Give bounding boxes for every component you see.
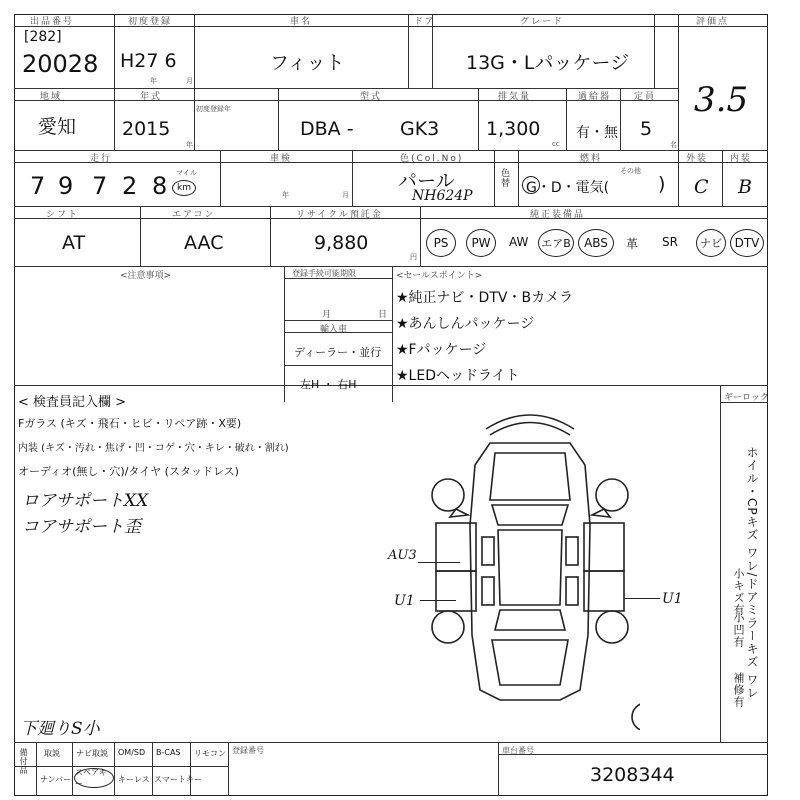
divider	[14, 206, 768, 207]
recycle-fee: 9,880	[314, 232, 369, 254]
divider	[678, 150, 679, 206]
fuel-close: )	[658, 173, 666, 195]
side-legend: ホイル・CPキズ ワレ/ドアミラーキズ ワレ	[745, 446, 759, 700]
year-label: 年式	[140, 92, 163, 102]
divider	[498, 754, 768, 755]
left-front-wheel	[432, 479, 464, 511]
divider	[352, 150, 353, 206]
divider	[14, 162, 768, 163]
rating-label: 評価点	[696, 17, 730, 27]
seats-label: 定員	[634, 92, 657, 102]
divider	[140, 206, 141, 266]
mileage-digit: 7	[30, 172, 46, 200]
divider	[498, 742, 499, 796]
sales-point: ★LEDヘッドライト	[396, 368, 520, 384]
hood	[490, 453, 570, 500]
lot-number: 20028	[22, 50, 99, 78]
year-sublabel: 初度登録年	[196, 105, 231, 113]
dealer-label[interactable]: ディーラー・並行	[294, 346, 382, 359]
equipment-leather: 革	[626, 237, 639, 251]
trunk	[492, 640, 568, 685]
year: 2015	[122, 118, 171, 140]
sales-point: ★Fパッケージ	[396, 342, 487, 358]
sales-point: ★あんしんパッケージ	[396, 316, 535, 332]
mileage-unit-circled	[172, 180, 196, 196]
registration-label: 登録手続可能期限	[292, 269, 356, 278]
inspection-fglass: Fガラス (キズ・飛石・ヒビ・リペア跡・X要)	[18, 417, 242, 430]
grade-label: グレード	[520, 17, 565, 27]
mileage-digit: 2	[122, 172, 138, 200]
divider	[14, 385, 768, 386]
import-label: 輸入車	[320, 325, 348, 335]
month-unit: 月	[186, 77, 193, 85]
equipment-aw: AW	[509, 235, 529, 249]
equipment-sunroof: SR	[662, 235, 678, 249]
ac: AAC	[184, 232, 224, 254]
region-label: 地域	[40, 92, 63, 102]
year-unit: 年	[186, 141, 193, 149]
ac-label: エアコン	[172, 210, 216, 220]
exterior-grade: C	[694, 176, 709, 198]
inspection-audio: オーディオ(無し・穴)/タイヤ (スタッドレス)	[18, 465, 239, 478]
divider	[270, 206, 271, 266]
damage-mark-u1-left: U1	[394, 593, 415, 609]
fuel-other-label: その他	[620, 167, 641, 175]
divider	[678, 14, 679, 150]
footer-item-spare-key: スペアキー	[75, 768, 107, 788]
caution-label: <注意事項>	[120, 271, 172, 281]
divider	[194, 14, 195, 150]
footer-item-bcas: B-CAS	[156, 748, 181, 757]
hand-note: コアサポート歪	[22, 517, 141, 537]
side-small-dent: 小凹有	[732, 612, 745, 648]
mark-leader	[418, 562, 460, 563]
side-repair: 補修有	[732, 672, 745, 708]
divider	[228, 742, 229, 796]
mileage-digit: 8	[152, 172, 168, 200]
left-rear-wheel	[432, 611, 464, 643]
first-reg-label: 初度登録	[128, 17, 173, 27]
model-prefix: DBA -	[300, 118, 354, 140]
recycle-label: リサイクル預託金	[296, 210, 383, 220]
inspection-year-unit: 年	[282, 191, 289, 199]
color-change-label: 色替	[499, 168, 509, 188]
mileage-label: 走行	[90, 154, 113, 164]
divider	[278, 88, 279, 150]
damage-mark-u1-right: U1	[662, 591, 683, 607]
mileage-unit-alt: マイル	[176, 169, 197, 177]
reg-month-label: 月	[322, 310, 332, 320]
rating: 3.5	[694, 80, 749, 120]
fuel-options[interactable]: G・D・電気(	[526, 180, 610, 196]
divider	[284, 266, 285, 402]
divider	[654, 14, 655, 88]
interior-label: 内装	[730, 154, 753, 164]
inspection-title: < 検査員記入欄 >	[18, 395, 127, 410]
divider	[36, 742, 37, 796]
shift-label: シフト	[46, 210, 80, 220]
first-reg-value: H27 6	[120, 50, 177, 72]
spare-tire	[632, 703, 640, 730]
footer-item-om-sd: OM/SD	[118, 748, 146, 757]
divider	[566, 88, 567, 150]
divider	[14, 766, 228, 767]
divider	[114, 742, 115, 796]
footer-item-spare-key-circle	[74, 768, 114, 788]
rear-window	[495, 610, 565, 630]
grade: 13G・Lパッケージ	[466, 52, 630, 74]
inspection-label: 車検	[270, 154, 293, 164]
divider	[14, 150, 768, 151]
car-name: フィット	[270, 52, 345, 74]
right-rear-door	[584, 571, 624, 611]
divider	[720, 385, 721, 742]
turbo-options[interactable]: 有・無	[576, 125, 618, 141]
recycle-unit: 円	[410, 253, 417, 261]
equipment-navi: ナビ	[696, 229, 726, 257]
mileage-unit: km	[177, 183, 191, 193]
interior-grade: B	[738, 176, 752, 198]
footer-item-smart-key: スマートキー	[154, 775, 202, 784]
right-front-wheel	[596, 479, 628, 511]
right-front-window	[566, 537, 578, 565]
divider	[284, 365, 392, 366]
car-diagram	[420, 405, 640, 730]
divider	[722, 150, 723, 206]
region: 愛知	[38, 116, 77, 138]
right-rear-window	[566, 577, 578, 605]
seats-unit: 名	[670, 141, 677, 149]
divider	[494, 150, 495, 206]
year-unit: 年	[150, 77, 157, 85]
divider	[190, 742, 191, 796]
inspection-month-unit: 月	[342, 191, 349, 199]
footer-item-number: ナンバー	[40, 775, 72, 784]
equipment-label: 純正装備品	[530, 210, 586, 220]
door-label: ドア	[414, 17, 436, 27]
turbo-label: 過給器	[578, 92, 612, 102]
divider	[420, 206, 421, 266]
displacement: 1,300	[486, 118, 541, 140]
inspection-interior: 内装 (キズ・汚れ・焦げ・凹・コゲ・穴・キレ・破れ・割れ)	[18, 443, 289, 454]
lot-code: [282]	[24, 29, 62, 45]
car-name-label: 車名	[290, 17, 313, 27]
exterior-label: 外装	[686, 154, 709, 164]
color-label: 色(Col.No)	[400, 154, 464, 164]
divider	[408, 14, 409, 88]
left-rear-window	[482, 577, 494, 605]
left-rear-door	[436, 571, 476, 611]
car-body-outline	[470, 443, 590, 700]
fuel-label: 燃料	[580, 154, 603, 164]
left-front-window	[482, 537, 494, 565]
divider	[284, 320, 392, 321]
damage-mark-au3: AU3	[388, 548, 417, 563]
divider	[518, 150, 519, 206]
divider	[114, 14, 115, 150]
roof	[498, 530, 562, 605]
reg-day-label: 日	[378, 310, 388, 320]
equipment-abs: ABS	[578, 229, 614, 257]
footer-item-navi-manual: ナビ取説	[76, 749, 108, 758]
handle-label[interactable]: 左H ・ 右H	[300, 378, 357, 391]
divider	[14, 742, 768, 743]
divider	[392, 266, 393, 402]
sales-points-label: <セールスポイント>	[396, 271, 483, 281]
mileage-digit: 9	[58, 172, 74, 200]
divider	[220, 150, 221, 206]
displacement-label: 排気量	[498, 92, 532, 102]
lot-label: 出品番号	[30, 17, 75, 27]
equipment-ps: PS	[426, 229, 456, 257]
divider	[152, 742, 153, 796]
shift: AT	[62, 232, 86, 254]
model-code: GK3	[400, 118, 440, 140]
equipment-pw: PW	[466, 229, 496, 257]
hand-note: ロアサポートXX	[22, 491, 149, 511]
mileage-digit: 7	[92, 172, 108, 200]
mark-leader	[420, 600, 456, 601]
color: パール	[398, 170, 455, 192]
footer-item-remote: リモコン	[194, 749, 226, 758]
footer-item-keyless: キーレス	[118, 775, 150, 784]
reg-number-label: 登録番号	[232, 746, 264, 755]
displacement-unit: cc	[552, 140, 560, 148]
right-rear-wheel	[596, 611, 628, 643]
underbody-note: 下廻りS小	[20, 719, 100, 739]
equipment-dtv: DTV	[730, 229, 764, 257]
color-code: NH624P	[412, 188, 473, 204]
windshield	[492, 505, 568, 525]
divider	[72, 742, 73, 796]
equipment-airbag: エアB	[538, 229, 574, 257]
footer-item-manual: 取説	[44, 749, 60, 758]
divider	[478, 88, 479, 150]
side-small-scratch: 小キズ有	[732, 568, 745, 616]
front-bumper	[490, 423, 570, 436]
divider	[14, 266, 768, 267]
included-items-label: 備付品	[19, 748, 28, 775]
seats: 5	[640, 118, 653, 140]
key-lock-label: ギーロック	[724, 393, 769, 403]
chassis-number: 3208344	[590, 764, 675, 786]
divider	[14, 218, 768, 219]
sales-point: ★純正ナビ・DTV・Bカメラ	[396, 290, 574, 306]
chassis-label: 車台番号	[502, 746, 534, 755]
mark-leader	[624, 598, 660, 599]
model-label: 型式	[360, 92, 383, 102]
divider	[620, 88, 621, 150]
